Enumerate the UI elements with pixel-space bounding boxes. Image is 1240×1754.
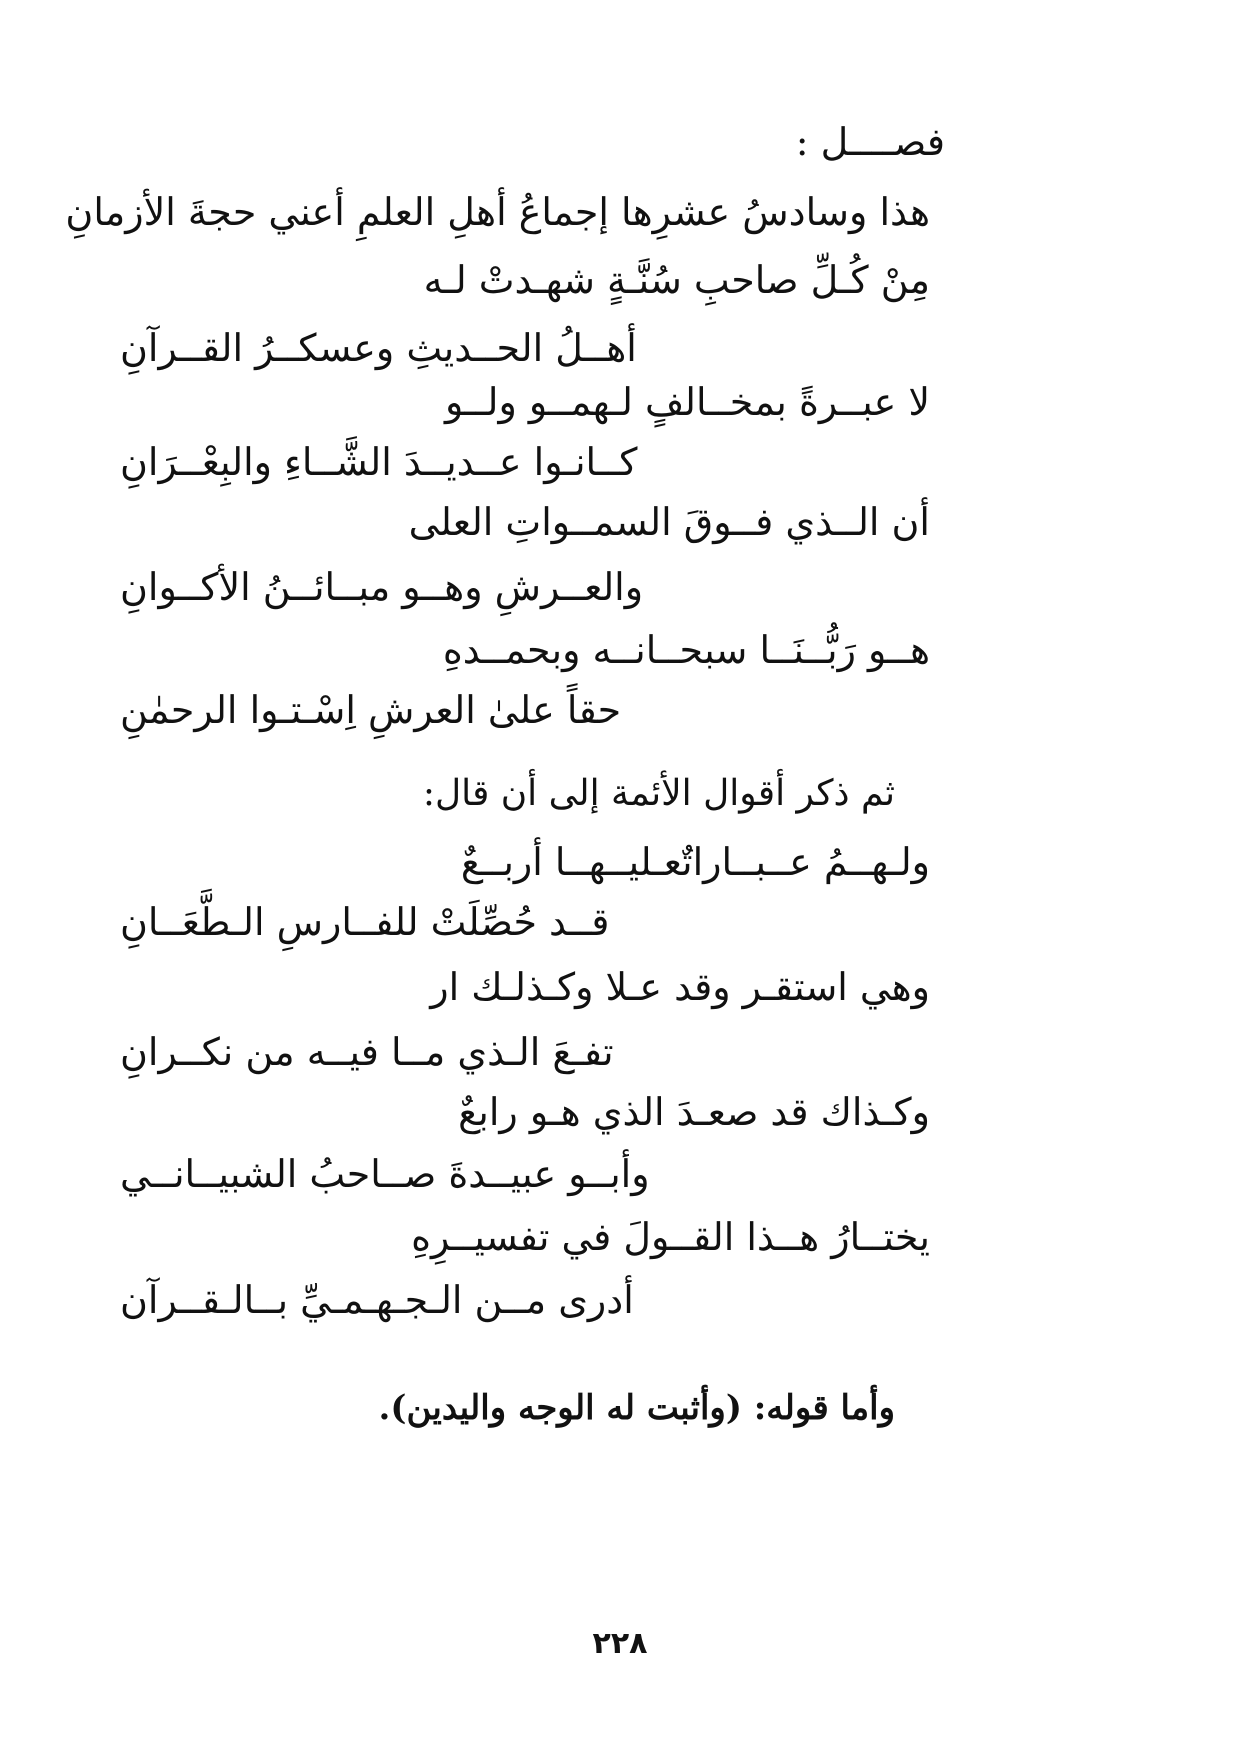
verse-6-first-hemistich: ولـهــمُ عــبــاراتٌعـليــهــا أربــعٌ bbox=[460, 840, 930, 884]
verse-8-second-hemistich: وأبــو عبيــدةَ صــاحبُ الشبيــانــي bbox=[120, 1152, 650, 1196]
verse-7-first-hemistich: وهي استقـر وقد عـلا وكـذلـك ار bbox=[430, 965, 930, 1009]
verse-1-line: هذا وسادسُ عشرِها إجماعُ أهلِ العلمِ أعني حجةَ الأزمانِ bbox=[65, 190, 930, 234]
verse-9-second-hemistich: أدرى مــن الـجـهـمـيِّ بــالـقــرآن bbox=[120, 1278, 634, 1322]
verse-5-first-hemistich: هــو رَبُّــنَــا سبحــانــه وبحمــدهِ bbox=[442, 628, 930, 672]
verse-4-second-hemistich: والعــرشِ وهــو مبــائــنُ الأكــوانِ bbox=[120, 565, 644, 609]
verse-4-first-hemistich: أن الــذي فــوقَ السمــواتِ العلى bbox=[408, 500, 930, 544]
verse-2-first-hemistich: مِنْ كُـلِّ صاحبِ سُنَّـةٍ شهـدتْ لـه bbox=[423, 258, 930, 302]
verse-2-second-hemistich: أهــلُ الحــديثِ وعسكــرُ القــرآنِ bbox=[120, 326, 637, 370]
page-number: ٢٢٨ bbox=[592, 1626, 648, 1661]
verse-9-first-hemistich: يختــارُ هــذا القــولَ في تفسيــرِهِ bbox=[411, 1215, 930, 1259]
verse-6-second-hemistich: قــد حُصِّلَتْ للفــارسِ الـطَّعَــانِ bbox=[120, 900, 610, 944]
verse-3-second-hemistich: كــانـوا عــديــدَ الشَّــاءِ والبِعْــرَانِ bbox=[120, 440, 638, 484]
prose-line: ثم ذكر أقوال الأئمة إلى أن قال: bbox=[422, 773, 895, 814]
verse-5-second-hemistich: حقاً علىٰ العرشِ اِسْـتـوا الرحمٰنِ bbox=[120, 688, 622, 732]
section-heading: فصــــل : bbox=[795, 120, 945, 164]
verse-8-first-hemistich: وكـذاك قد صعـدَ الذي هـو رابعٌ bbox=[458, 1090, 930, 1134]
verse-3-first-hemistich: لا عبــرةً بمخــالفٍ لـهمــو ولــو bbox=[444, 380, 930, 424]
verse-7-second-hemistich: تفـعَ الـذي مــا فيــه من نكــرانِ bbox=[120, 1030, 614, 1074]
closing-line: وأما قوله: (وأثبت له الوجه واليدين). bbox=[378, 1388, 895, 1428]
